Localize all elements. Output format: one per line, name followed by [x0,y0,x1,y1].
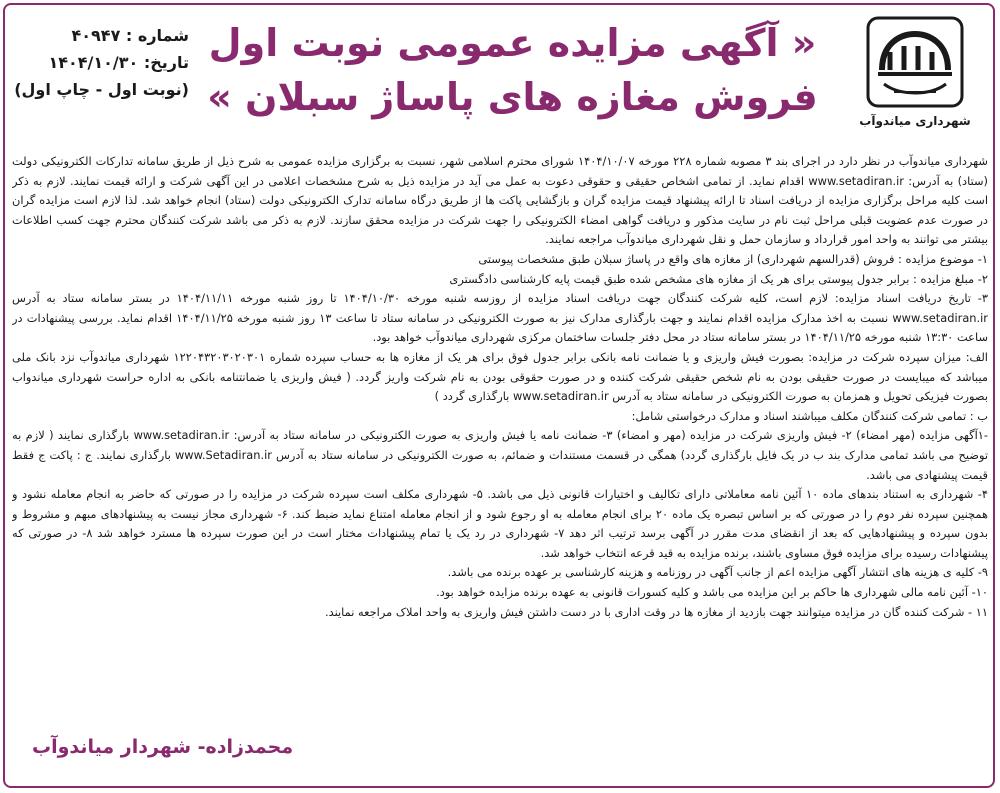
notice-edition: (نوبت اول - چاپ اول) [14,80,189,99]
clause-documents-list: -۱آگهی مزایده (مهر امضاء) ۲- فیش واریزی شرکت در مزایده (مهر و امضاء) ۳- ضمانت نامه یا فیش واریزی به صورت الکترونیکی در سامانه ستاد به آدرس: www.setadiran.ir بارگذاری نمایند ( لازم به توضیح می باشد تمامی مدارک بند ب در یک فایل بارگذاری گردد) همگی در قسمت مستندات و ضمائم، به صورت الکترونیکی در سامانه ستاد به آدرس www.Setadiran.ir بارگذاری نمایند. ج : پاکت ج فقط قیمت پیشنهادی می باشد. [12,428,988,482]
intro-paragraph: شهرداری میاندوآب در نظر دارد در اجرای بند ۳ مصوبه شماره ۲۲۸ مورخه ۱۴۰۴/۱۰/۰۷ شورای محترم اسلامی شهر، نسبت به برگزاری مزایده عمومی به شرح ذیل از طریق سامانه تدارکات الکترونیکی دولت (ستاد) به آدرس: www.setadiran.ir اقدام نماید. از تمامی اشخاص حقیقی و حقوقی دعوت به عمل می آید در مزایده ذیل به شرح مشخصات اعلامی در این آگهی شرکت و ارائه قیمت نمایند. لازم به ذکر است کلیه مراحل برگزاری مزایده از دریافت اسناد تا ارائه پیشنهاد قیمت مزایده گران و بازگشایی پاکت ها از طریق درگاه سامانه تدارک الکترونیکی دولت (ستاد) انجام خواهد شد. لذا لازم است مزایده گران در صورت عدم عضویت قبلی مراحل ثبت نام در سایت مذکور و دریافت گواهی امضاء الکترونیکی را جهت شرکت در مزایده محقق سازند. لازم به ذکر می باشد شرکت کنندگان محترم جهت کسب اطلاعات بیشتر می توانند به واحد امور قرارداد و سازمان حمل و نقل شهرداری میاندوآب مراجعه نمایند. [12,154,988,247]
title-line-1: « آگهی مزایده عمومی نوبت اول [208,21,817,65]
clause-4-8: ۴- شهرداری به استناد بندهای ماده ۱۰ آئین نامه معاملاتی دارای تکالیف و اختیارات قانونی ذیل می باشد. ۵- شهرداری مکلف است سپرده شرکت در مزایده را در صورتی که حاضر به انجام معامله نشود و همچنین سپرده نفر دوم را در صورتی که بر اساس تبصره یک ماده ۲۰ برای انجام معامله به او رجوع شود و از انجام معامله امتناع نماید ضبط کند. ۶- شهرداری مجاز نیست به پیشنهادهای مبهم و مشروط و بدون سپرده و پیشنهادهایی که بعد از انقضای مدت مقرر در آگهی برسد ترتیب اثر دهد ۷- شهرداری در رد یک یا تمام پیشنهادات مختار است در این صورت سپرده ها مسترد خواهد شد ۸- در صورتی که پیشنهادات رسیده برای مزایده فوق مساوی باشند، برنده مزایده به قید قرعه انتخاب خواهد شد. [12,487,988,560]
clause-1: ۱- موضوع مزایده : فروش (قدرالسهم شهرداری) از مغازه های واقع در پاساژ سبلان طبق مشخصات پیوستی [478,251,988,266]
clause-11: ۱۱ - شرکت کننده گان در مزایده میتوانند جهت بازدید از مغازه ها در وقت اداری با در دست داشتن فیش واریزی به واحد املاک مراجعه نمایند. [324,604,988,619]
clause-10: ۱۰- آئین نامه مالی شهرداری ها حاکم بر این مزایده می باشد و کلیه کسورات قانونی به عهده برنده مزایده خواهد بود. [436,585,988,600]
municipality-emblem-icon [860,12,970,112]
clause-3: ۳- تاریخ دریافت اسناد مزایده: لازم است، کلیه شرکت کنندگان جهت دریافت اسناد مزایده از روزسه شنبه مورخه ۱۴۰۴/۱۰/۳۰ تا روز شنبه مورخه ۱۴۰۴/۱۱/۱۱ در بستر سامانه ستاد به آدرس www.setadiran.ir نسبت به اخذ مدارک مزایده اقدام نمایند و جهت بارگذاری مدارک نیز به صورت الکترونیکی در سامانه ستاد تا ساعت ۱۳ روز شنبه مورخه ۱۴۰۴/۱۱/۲۵ اقدام نماید. بررسی پیشنهادات در ساعت ۱۳:۳۰ شنبه مورخه ۱۴۰۴/۱۱/۲۵ در بستر سامانه ستاد در محل دفتر جلسات ساختمان مرکزی شهرداری میاندوآب خواهد بود. [12,291,988,345]
notice-body [12,152,988,737]
mayor-signature: محمدزاده- شهردار میاندوآب [32,736,294,758]
notice-number: شماره : ۴۰۹۴۷ [71,26,189,45]
notice-meta [14,22,189,103]
notice-date: تاریخ: ۱۴۰۴/۱۰/۳۰ [48,53,189,72]
logo-caption: شهرداری میاندوآب [859,114,971,128]
notice-title [183,16,842,124]
municipality-logo [850,8,980,148]
clause-2: ۲- مبلغ مزایده : برابر جدول پیوستی برای هر یک از مغازه های مشخص شده طبق قیمت پایه کارشناسی دادگستری [449,271,988,286]
clause-documents: ب : تمامی شرکت کنندگان مکلف میباشند اسناد و مدارک درخواستی شامل: [631,408,988,423]
title-line-2: فروش مغازه های پاساژ سبلان » [207,75,818,119]
clause-deposit: الف: میزان سپرده شرکت در مزایده: بصورت فیش واریزی و یا ضمانت نامه بانکی برابر جدول فوق برای هر یک از مغازه ها به حساب سپرده شماره ۱۲۲۰۴۳۲۰۳۰۲۰۳۰۱ شهرداری میاندوآب نزد بانک ملی میباشد که میبایست در صورت حقیقی بودن به نام شخص حقیقی شرکت کننده و در صورت حقوقی بودن به نام شرکت واریز گردد. ( فیش واریزی یا ضمانتنامه بانکی به اداره حراست شهرداری میاندواب بصورت فیزیکی تحویل و همزمان به صورت الکترونیکی در سامانه ستاد به آدرس www.setadiran.ir بارگذاری گردد ) [12,349,988,404]
notice-header [8,8,992,148]
clause-9: ۹- کلیه ی هزینه های انتشار آگهی مزایده اعم از جانب آگهی در روزنامه و هزینه کارشناسی بر عهده برنده می باشد. [447,565,988,580]
